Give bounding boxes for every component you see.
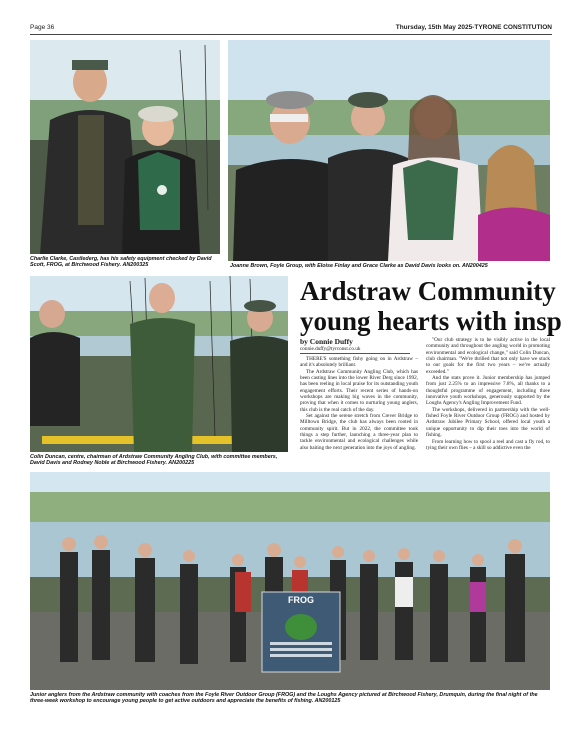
photo-safety-check	[30, 40, 220, 254]
author-email: connie.duffy@tyrconst.co.uk	[300, 346, 410, 354]
paragraph: THERE'S something fishy going on in Ardstraw – and it's absolutely brilliant.	[300, 356, 418, 369]
caption-photo-2: Joanne Brown, Foyle Group, with Eloise Finlay and Grace Clarke as David Davis looks on. AN200425	[230, 263, 488, 269]
byline: by Connie Duffy	[300, 337, 353, 346]
paragraph: From learning how to spool a reel and cast a fly rod, to tying their own flies – a skill so addictive even the	[426, 438, 550, 451]
headline-line-2: young hearts with insp	[300, 306, 562, 336]
paragraph: The workshops, delivered in partnership with the well-fished Foyle River Outdoor Group (FROG) and hosted by Ardstraw Jubilee Primary School, offered local youth a unique opportunity to dip their toes into the world of fishing.	[426, 406, 550, 439]
caption-photo-4: Junior anglers from the Ardstraw community with coaches from the Foyle River Outdoor Group (FROG) and the Loughs Agency pictured at Birchwood Fishery, Drumquin, during the final night of the three-week workshop to encourage young people to get active outdoors and appreciate the benefits of fishing. AN200125	[30, 692, 538, 705]
article-column-2	[426, 337, 550, 465]
paragraph: And the stats prove it. Junior membership has jumped from just 2.25% to an impressive 7.8%, all thanks to a thoughtful programme of engagement, including three innovative youth workshops, generously supported by the Loughs Agency's Angling Improvement Fund.	[426, 375, 550, 407]
paragraph: "Our club strategy is to be visibly active in the local community and throughout the angling world in promoting environmental and ecological change," said Colin Duncan, club chairman. "We're thrilled that not only have we stuck to our goals for the first two years – we've actually exceeded."	[426, 337, 550, 375]
photo-committee	[30, 276, 288, 452]
page-number: Page 36	[30, 24, 55, 31]
article-headline	[300, 276, 580, 336]
photo-joanne-brown	[228, 40, 550, 261]
caption-photo-1: Charlie Clarke, Castlederg, has his safety equipment checked by David Scott, FROG, at Birchwood Fishery. AN200325	[30, 256, 212, 269]
banner-title: FROG	[288, 595, 314, 605]
caption-photo-3: Colin Duncan, centre, chairman of Ardstraw Community Angling Club, with committee members, David Davis and Rodney Noble at Birchwood Fishery. AN200225	[30, 454, 278, 467]
page-header	[30, 22, 552, 35]
headline-line-1: Ardstraw Community	[300, 276, 556, 306]
issue-date: Thursday, 15th May 2025-TYRONE CONSTITUTION	[395, 24, 552, 31]
paragraph: Set against the serene stretch from Crever Bridge to Milltown Bridge, the club has always been rooted in community spirit. But in 2022, the committee took things a step further, launching a three-year plan to tackle environmental and ecological challenges while also baiting the next generation into the joys of angling.	[300, 413, 418, 451]
paragraph: The Ardstraw Community Angling Club, which has been casting lines into the lower River Derg since 1992, has been reeling in local praise for its outstanding youth engagement efforts. Their recent series of hands-on workshops are making big waves in the community, proving that when it comes to nurturing young anglers, this club is the real catch of the day.	[300, 368, 418, 413]
photo-group-junior-anglers	[30, 472, 550, 690]
article-column-1	[300, 356, 418, 460]
